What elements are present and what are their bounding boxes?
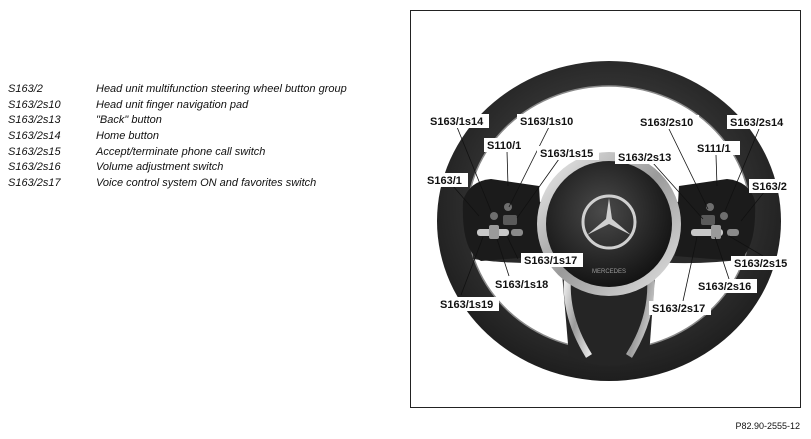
hub-brand-text: MERCEDES: [591, 269, 627, 275]
legend-code: S163/2s16: [8, 161, 61, 174]
callout-s163-1s14: S163/1s14: [430, 116, 484, 128]
callout-s163-1s19: S163/1s19: [440, 299, 494, 311]
legend-description: Head unit multifunction steering wheel button group: [96, 83, 347, 95]
legend-row: [8, 114, 347, 130]
left-small-switch: [511, 229, 523, 236]
legend-code: S163/2s10: [8, 98, 61, 111]
right-touch-pad: [701, 215, 715, 225]
right-slider-switch: [711, 225, 721, 239]
callout-s163-2s17: S163/2s17: [652, 303, 706, 315]
callout-s163-2: S163/2: [752, 181, 787, 193]
right-home-button: [720, 212, 728, 220]
callout-s163-1s18: S163/1s18: [495, 279, 549, 291]
left-touch-pad: [503, 215, 517, 225]
callout-s163-2s13: S163/2s13: [618, 152, 672, 164]
steering-wheel-illustration: [411, 11, 802, 409]
legend-row: [8, 177, 347, 193]
steering-wheel-figure: [410, 10, 801, 408]
legend-code: S163/2: [8, 83, 43, 95]
legend-description: Accept/terminate phone call switch: [96, 145, 266, 158]
legend-row: [8, 83, 347, 99]
right-small-switch: [727, 229, 739, 236]
right-button-group: [675, 179, 755, 261]
legend-description: Volume adjustment switch: [96, 161, 224, 174]
left-button-group: [463, 179, 543, 261]
legend-code: S163/2s13: [8, 114, 61, 127]
callout-s163-2s10: S163/2s10: [640, 117, 694, 129]
callout-s163-1: S163/1: [427, 175, 462, 187]
legend-code: S163/2s17: [8, 177, 61, 190]
legend-description: "Back" button: [96, 114, 162, 127]
callout-s163-2s15: S163/2s15: [734, 258, 788, 270]
legend-row: [8, 146, 347, 162]
component-legend: [8, 83, 347, 193]
legend-code: S163/2s14: [8, 130, 61, 143]
callout-s111-1: S111/1: [697, 143, 731, 155]
callout-s163-1s15: S163/1s15: [540, 148, 594, 160]
legend-row: [8, 161, 347, 177]
callout-s163-1s10: S163/1s10: [520, 116, 574, 128]
callout-s110-1: S110/1: [487, 140, 522, 152]
left-back-button: [490, 212, 498, 220]
steering-hub: [537, 152, 681, 296]
left-slider-switch: [489, 225, 499, 239]
legend-description: Voice control system ON and favorites switch: [96, 177, 317, 190]
figure-reference-code: P82.90-2555-12: [735, 421, 800, 431]
legend-code: S163/2s15: [8, 145, 61, 158]
legend-row: [8, 99, 347, 115]
legend-description: Head unit finger navigation pad: [96, 98, 249, 111]
callout-s163-2s14: S163/2s14: [730, 117, 784, 129]
legend-row: [8, 130, 347, 146]
callout-s163-1s17: S163/1s17: [524, 255, 578, 267]
callout-s163-2s16: S163/2s16: [698, 281, 752, 293]
legend-description: Home button: [96, 130, 159, 143]
